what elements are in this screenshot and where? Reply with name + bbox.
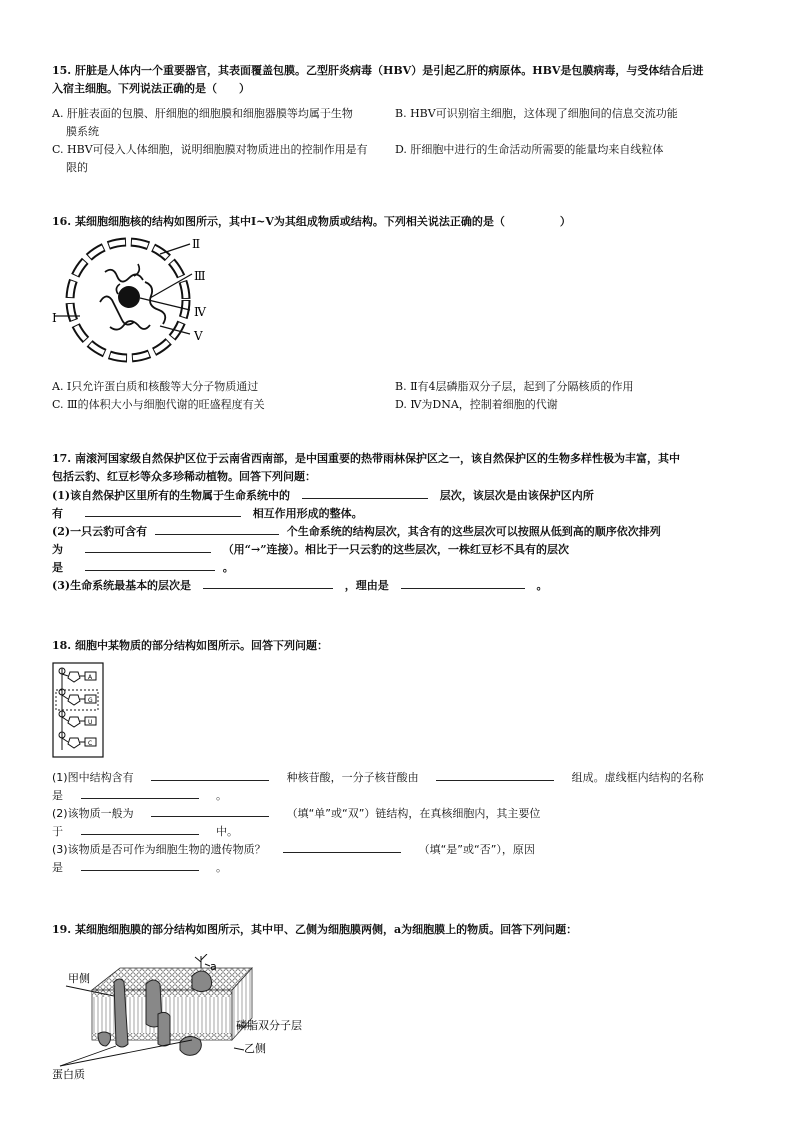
membrane-label-a: a <box>210 960 217 973</box>
q18-part3-text2: （填“是”或“否”），原因 <box>418 843 535 856</box>
q17-part1-text4: 相互作用形成的整体。 <box>252 507 363 520</box>
membrane-label-yi: 乙侧 <box>244 1042 266 1055</box>
q15-option-d: D. 肝细胞中进行的生命活动所需要的能量均来自线粒体 <box>395 143 664 156</box>
q17-part2-text2: 个生命系统的结构层次，其含有的这些层次可以按照从低到高的顺序依次排列 <box>286 525 661 538</box>
question-16 <box>52 213 754 231</box>
q17-part3-text2: ，理由是 <box>344 579 389 592</box>
q18-blank-3[interactable] <box>81 786 199 799</box>
membrane-label-lipid-bilayer: 磷脂双分子层 <box>236 1019 302 1032</box>
q18-part3-text4: 。 <box>216 861 227 874</box>
question-18 <box>52 637 754 655</box>
q15-stem-line1: 15. 肝脏是人体内一个重要器官，其表面覆盖包膜。乙型肝炎病毒（HBV）是引起乙肝的病原体。HBV是包膜病毒，与受体结合后进 <box>52 64 704 77</box>
q17-stem-line1: 17. 南滚河国家级自然保护区位于云南省西南部，是中国重要的热带雨林保护区之一，该自然保护区的生物多样性极为丰富，其中 <box>52 452 680 465</box>
question-19 <box>52 921 754 939</box>
q18-part2-text4: 中。 <box>216 825 238 838</box>
nucleus-label-i: Ⅰ <box>52 311 57 325</box>
q17-blank-2[interactable] <box>85 504 241 517</box>
q18-part1-text3: 组成。虚线框内结构的名称 <box>571 771 704 784</box>
q18-part1-text4: 是 <box>52 789 63 802</box>
cell-membrane-diagram <box>52 954 312 1084</box>
q15-option-c: C. HBV可侵入人体细胞，说明细胞膜对物质进出的控制作用是有 <box>52 143 368 156</box>
q16-option-a: A. Ⅰ只允许蛋白质和核酸等大分子物质通过 <box>52 380 259 393</box>
q18-part3-text: (3)该物质是否可作为细胞生物的遗传物质？ <box>52 843 266 856</box>
nucleus-label-iii: Ⅲ <box>194 269 206 283</box>
q15-option-c-cont: 限的 <box>66 161 88 174</box>
q17-blank-1[interactable] <box>302 486 428 499</box>
q18-blank-1[interactable] <box>151 768 269 781</box>
base-label-c: C <box>88 740 93 747</box>
q18-part2-text2: （填“单”或“双”）链结构，在真核细胞内，其主要位 <box>286 807 541 820</box>
q15-option-b: B. HBV可识别宿主细胞，这体现了细胞间的信息交流功能 <box>395 107 678 120</box>
q18-blank-4[interactable] <box>151 804 269 817</box>
q18-part3-text3: 是 <box>52 861 63 874</box>
nucleus-diagram <box>50 232 220 372</box>
q17-part3-text: (3)生命系统最基本的层次是 <box>52 579 192 592</box>
q17-blank-6[interactable] <box>203 576 333 589</box>
rna-structure-diagram <box>52 662 104 758</box>
q17-part2-text5: 是 <box>52 561 63 574</box>
q18-part1-text: (1)图中结构含有 <box>52 771 134 784</box>
membrane-label-protein: 蛋白质 <box>52 1068 85 1081</box>
q18-part2-text: (2)该物质一般为 <box>52 807 134 820</box>
q17-stem-line2: 包括云豹、红豆杉等众多珍稀动植物。回答下列问题： <box>52 470 316 483</box>
q17-blank-4[interactable] <box>85 540 211 553</box>
q16-options <box>52 378 754 414</box>
q15-option-a-cont: 膜系统 <box>66 125 99 138</box>
q15-stem-line2: 入宿主细胞。下列说法正确的是（ ） <box>52 82 250 95</box>
q18-part2-text3: 于 <box>52 825 63 838</box>
question-17 <box>52 450 754 594</box>
nucleus-label-ii: Ⅱ <box>192 237 201 251</box>
q18-blank-6[interactable] <box>283 840 401 853</box>
q18-part1-text2: 种核苷酸，一分子核苷酸由 <box>286 771 419 784</box>
q17-part2-text: (2)一只云豹可含有 <box>52 525 148 538</box>
q18-stem: 18. 细胞中某物质的部分结构如图所示。回答下列问题： <box>52 639 328 652</box>
membrane-label-jia: 甲侧 <box>68 972 90 985</box>
q17-blank-5[interactable] <box>85 558 215 571</box>
q17-part1-text3: 有 <box>52 507 63 520</box>
q17-part2-text4: （用“→”连接）。相比于一只云豹的这些层次，一株红豆杉不具有的层次 <box>222 543 570 556</box>
base-label-u: U <box>88 719 93 726</box>
q17-part3-text3: 。 <box>536 579 548 592</box>
q18-blank-5[interactable] <box>81 822 199 835</box>
q15-option-a: A. 肝脏表面的包膜、肝细胞的细胞膜和细胞器膜等均属于生物 <box>52 107 353 120</box>
q18-part1-text5: 。 <box>216 789 227 802</box>
base-label-g: G <box>88 697 93 704</box>
q18-blank-2[interactable] <box>436 768 554 781</box>
q18-blank-7[interactable] <box>81 858 199 871</box>
base-label-a: A <box>88 674 93 681</box>
q17-part2-text3: 为 <box>52 543 63 556</box>
q16-stem: 16. 某细胞细胞核的结构如图所示，其中Ⅰ~Ⅴ为其组成物质或结构。下列相关说法正确的是（ ） <box>52 215 571 228</box>
q17-part1-text2: 层次，该层次是由该保护区内所 <box>439 489 594 502</box>
q17-part1-text: (1)该自然保护区里所有的生物属于生命系统中的 <box>52 489 291 502</box>
nucleus-label-iv: Ⅳ <box>194 305 206 319</box>
q16-option-b: B. Ⅱ有4层磷脂双分子层，起到了分隔核质的作用 <box>395 380 634 393</box>
nucleus-label-v: Ⅴ <box>194 329 203 343</box>
q18-parts <box>52 768 754 876</box>
q17-blank-3[interactable] <box>155 522 279 535</box>
q17-blank-7[interactable] <box>401 576 525 589</box>
question-15 <box>52 62 754 177</box>
q19-stem: 19. 某细胞细胞膜的部分结构如图所示，其中甲、乙侧为细胞膜两侧，a为细胞膜上的物质。回答下列问题： <box>52 923 578 936</box>
q16-option-d: D. Ⅳ为DNA，控制着细胞的代谢 <box>395 398 558 411</box>
q16-option-c: C. Ⅲ的体积大小与细胞代谢的旺盛程度有关 <box>52 398 265 411</box>
q17-part2-text6: 。 <box>222 561 234 574</box>
